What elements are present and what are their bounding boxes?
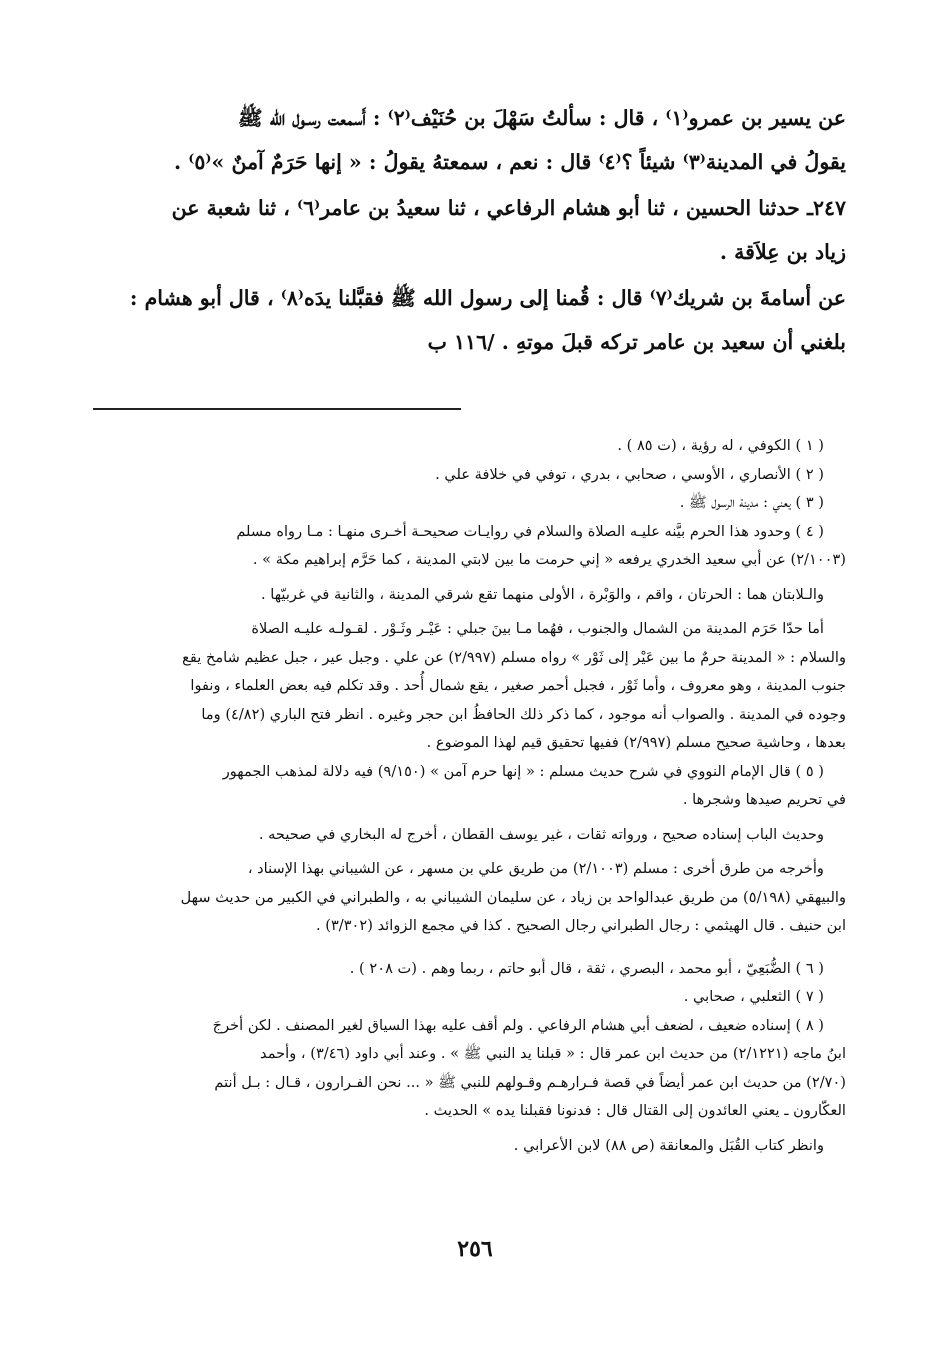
footnote-4: ( ٤ ) وحدود هذا الحرم بيَّنه عليـه الصلاة والسلام في روايـات صحيحـة أخـرى منهـا : مـا رواه مسلم	[236, 522, 824, 540]
footnote-line: وحديث الباب إسناده صحيح ، ورواته ثقات ، غير يوسف القطان ، أخرج له البخاري في صحيحه .	[258, 825, 824, 843]
footnote-line: جنوب المدينة ، وهو معروف ، وأما ثَوْر ، فجبل أحمر صغير ، يقع شمال أُحد . وقد تكلم فيه بعض العلماء ، ونفوا	[190, 677, 846, 694]
footnote-line: ابن حنيف . قال الهيثمي : رجال الطبراني رجال الصحيح . كذا في مجمع الزوائد (٣/٣٠٢) .	[315, 917, 846, 934]
footnote-line: (٢/٧٠) من حديث ابن عمر أيضاً في قصة فـرارهـم وقـولهم للنبي ﷺ « ... نحن الفـرارون ، قـال : بـل أنتم	[214, 1073, 846, 1091]
main-text	[88, 96, 846, 364]
footnote-1: ( ١ ) الكوفي ، له رؤية ، (ت ٨٥ ) .	[617, 437, 824, 454]
footnote-6: ( ٦ ) الضُّبَعِيّ ، أبو محمد ، البصري ، ثقة ، قال أبو حاتم ، ربما وهم . (ت ٢٠٨ ) .	[349, 959, 824, 977]
book-page	[88, 96, 846, 1160]
footnote-2: ( ٢ ) الأنصاري ، الأوسي ، صحابي ، بدري ، توفي في خلافة علي .	[435, 465, 824, 483]
footnote-line: وجوده في المدينة . والصواب أنه موجود ، كما ذكر ذلك الحافظُ ابن حجر وغيره . انظر فتح الباري (٤/٨٢) وما	[201, 705, 846, 723]
main-line: زياد بن عِلاَقة .	[719, 240, 846, 264]
main-line: عن أسامةَ بن شريك⁽٧⁾ قال : قُمنا إلى رسول الله ﷺ فقبَّلنا يدَه⁽٨⁾ ، قال أبو هشام :	[129, 286, 846, 310]
footnote-line: العكّارون ـ يعني العائدون إلى القتال قال : فدنونا فقبلنا يده » الحديث .	[424, 1102, 846, 1119]
footnote-separator	[93, 408, 461, 410]
main-line: بلغني أن سعيد بن عامر تركه قبلَ موتهِ . /١١٦ ب	[427, 330, 846, 354]
footnote-line: (٢/١٠٠٣) عن أبي سعيد الخدري يرفعه « إني حرمت ما بين لابتي المدينة ، كما حَرَّم إبراهيم مكة » .	[252, 551, 846, 568]
footnote-line: أما حدّا حَرَم المدينة من الشمال والجنوب ، فهُما مـا بينَ جبلي : عَيْـر وثَـوْر . لقـولـه عليـه الصلاة	[251, 620, 824, 637]
footnote-line: بعدها ، وحاشية صحيح مسلم (٢/٩٩٧) ففيها تحقيق قيم لهذا الموضوع .	[426, 734, 846, 751]
footnote-line: والـلابتان هما : الحرتان ، واقم ، والوَبْرة ، الأولى منهما تقع شرقي المدينة ، والثانية في غربيّها .	[260, 585, 824, 603]
footnote-5: ( ٥ ) قال الإمام النووي في شرح حديث مسلم : « إنها حرم آمن » (٩/١٥٠) فيه دلالة لمذهب الجمهور	[222, 762, 824, 780]
footnote-line: ابنُ ماجه (٢/١٢٢١) من حديث ابن عمر قال : « قبلنا يد النبي ﷺ » . وعند أبي داود (٣/٤٦) ، وأحمد	[260, 1045, 846, 1062]
main-line: عن يسير بن عمرو⁽١⁾ ، قال : سألتُ سَهْلَ بن حُنَيْف⁽٢⁾ : أَسمعت رسـول الله ﷺ	[237, 106, 846, 130]
footnote-line: والبيهقي (٥/١٩٨) من طريق عبدالواحد بن زياد ، عن سليمان الشيباني به ، والطبراني في الكبير من حديث سهل	[180, 888, 846, 906]
main-line: يقولُ في المدينة⁽٣⁾ شيئاً ؟⁽٤⁾ قال : نعم ، سمعتهُ يقولُ : « إنها حَرَمٌ آمنٌ »⁽٥⁾ .	[174, 150, 846, 174]
footnote-7: ( ٧ ) الثعلبي ، صحابي .	[683, 988, 824, 1005]
footnote-line: وأخرجه من طرق أخرى : مسلم (٢/١٠٠٣) من طريق علي بن مسهر ، عن الشيباني بهذا الإسناد ،	[247, 860, 824, 877]
footnote-line: والسلام : « المدينة حرمٌ ما بين عَيْر إلى ثَوْر » رواه مسلم (٢/٩٩٧) عن علي . وجبل عير ، جبل عظيم شامخ يقع	[182, 648, 846, 666]
page-number: ٢٥٦	[457, 1236, 493, 1262]
footnote-line: وانظر كتاب القُبَل والمعانقة (ص ٨٨) لابن الأعرابي .	[513, 1136, 824, 1154]
footnote-8: ( ٨ ) إسناده ضعيف ، لضعف أبي هشام الرفاعي . ولم أقف عليه بهذا السياق لغير المصنف . لكن أخرجَ	[212, 1016, 824, 1034]
footnote-3: ( ٣ ) يعني : مدينة الرسول ﷺ .	[679, 494, 824, 511]
footnotes	[88, 432, 846, 1160]
hadith-247-line: ٢٤٧ـ حدثنا الحسين ، ثنا أبو هشام الرفاعي ، ثنا سعيدُ بن عامر⁽٦⁾ ، ثنا شعبة عن	[171, 196, 846, 220]
footnote-line: في تحريم صيدها وشجرها .	[682, 791, 846, 808]
